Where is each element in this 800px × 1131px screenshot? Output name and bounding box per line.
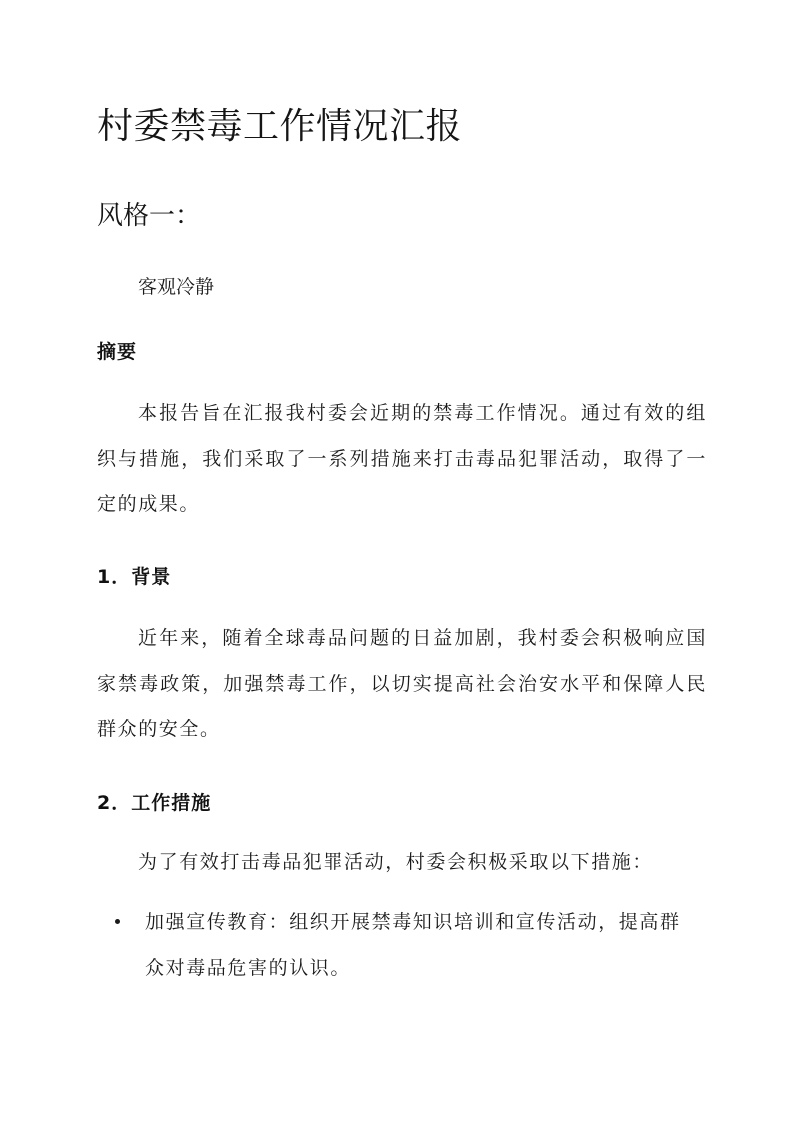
background-paragraph: 近年来，随着全球毒品问题的日益加剧，我村委会积极响应国家禁毒政策，加强禁毒工作，以切实提高社会治安水平和保障人民群众的安全。 [97,627,707,740]
measures-intro: 为了有效打击毒品犯罪活动，村委会积极采取以下措施： [138,851,654,873]
list-item-text: 加强宣传教育：组织开展禁毒知识培训和宣传活动，提高群众对毒品危害的认识。 [145,911,681,979]
abstract-heading: 摘要 [97,341,138,363]
abstract-paragraph: 本报告旨在汇报我村委会近期的禁毒工作情况。通过有效的组织与措施，我们采取了一系列措施来打击毒品犯罪活动，取得了一定的成果。 [97,402,707,515]
style-heading: 风格一： [97,201,202,231]
measures-heading: 2．工作措施 [97,792,212,814]
document-title: 村委禁毒工作情况汇报 [97,106,463,147]
style-description: 客观冷静 [138,276,215,298]
bullet-icon [115,919,120,924]
background-heading: 1．背景 [97,566,172,588]
